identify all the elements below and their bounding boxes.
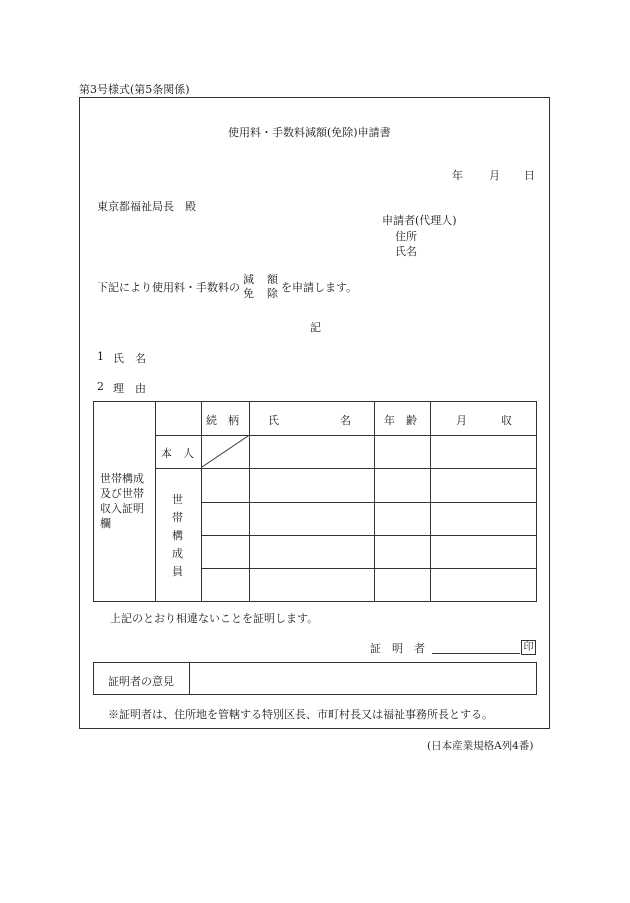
header-name-b: 名 <box>340 414 351 427</box>
date-month-label: 月 <box>489 169 500 182</box>
request-option-col1 <box>243 273 254 301</box>
option-jo: 除 <box>267 287 278 300</box>
item-2-label: 理 由 <box>113 382 146 395</box>
request-option-col2 <box>267 273 278 301</box>
option-gen: 減 <box>243 273 254 286</box>
opinion-divider <box>189 663 190 694</box>
header-age: 年 齢 <box>384 414 417 427</box>
option-gaku: 額 <box>267 273 278 286</box>
table-row-line <box>201 502 536 503</box>
header-relation: 続 柄 <box>206 414 239 427</box>
applicant-address-label: 住所 <box>395 230 417 243</box>
date-year-label: 年 <box>452 169 463 182</box>
item-2-number: 2 <box>97 380 104 393</box>
members-char: 員 <box>172 565 183 578</box>
opinion-label: 証明者の意見 <box>108 675 174 688</box>
request-prefix: 下記により使用料・手数料の <box>97 281 240 294</box>
form-number-label: 第3号様式(第5条関係) <box>79 83 190 96</box>
table-row-line <box>155 468 536 469</box>
seal-mark: 印 <box>521 640 536 655</box>
self-row-label: 本 人 <box>161 447 194 460</box>
side-label-line: 収入証明 <box>100 502 144 515</box>
table-row-line <box>201 535 536 536</box>
option-men: 免 <box>243 287 254 300</box>
form-title: 使用料・手数料減額(免除)申請書 <box>228 126 391 139</box>
date-day-label: 日 <box>524 169 535 182</box>
certify-statement: 上記のとおり相違ないことを証明します。 <box>110 612 319 625</box>
header-name-a: 氏 <box>268 414 279 427</box>
certifier-signature-line <box>432 653 520 654</box>
certifier-opinion-box <box>93 662 537 695</box>
addressee: 東京都福祉局長 殿 <box>97 200 196 213</box>
item-1-number: 1 <box>97 350 104 363</box>
applicant-name-label: 氏名 <box>395 245 417 258</box>
side-label-line: 欄 <box>100 517 111 530</box>
ki-heading: 記 <box>310 321 321 334</box>
members-label <box>172 491 183 581</box>
members-char: 帯 <box>172 511 183 524</box>
request-suffix: を申請します。 <box>281 281 358 294</box>
members-char: 成 <box>172 547 183 560</box>
certifier-note: ※証明者は、住所地を管轄する特別区長、市町村長又は福祉事務所長とする。 <box>108 708 493 721</box>
request-sentence <box>97 273 357 301</box>
item-1-label: 氏 名 <box>113 352 146 365</box>
members-char: 構 <box>172 529 183 542</box>
members-char: 世 <box>172 493 183 506</box>
paper-size-footer: (日本産業規格A列4番) <box>427 740 534 752</box>
side-label <box>100 471 144 531</box>
table-divider <box>155 402 156 601</box>
header-income-b: 収 <box>501 414 512 427</box>
header-income-a: 月 <box>456 414 467 427</box>
side-label-line: 及び世帯 <box>100 487 144 500</box>
applicant-label: 申請者(代理人) <box>382 214 457 227</box>
certifier-label: 証 明 者 <box>370 642 425 655</box>
household-income-table <box>93 401 537 602</box>
table-row-line <box>201 568 536 569</box>
self-relation-slash <box>201 435 249 468</box>
side-label-line: 世帯構成 <box>100 472 144 485</box>
